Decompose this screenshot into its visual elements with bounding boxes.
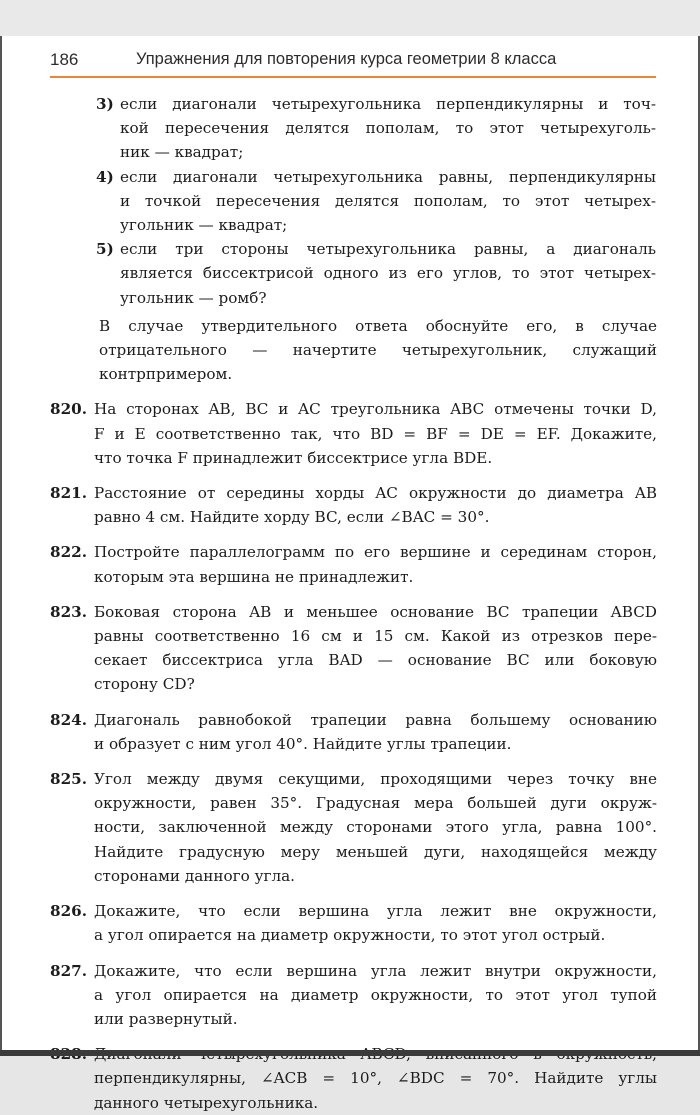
text-line: окружности, равен 35°. Градусная мера большей дуги окруж- [94,794,657,813]
book-page [0,36,700,1112]
text-line: сторону CD? [94,675,195,694]
text-line: Докажите, что если вершина угла лежит вне окружности, [94,902,657,921]
text-line: ник — квадрат; [120,143,244,162]
text-line: данного четырехугольника. [94,1093,319,1112]
list-marker: 4) [96,167,114,186]
exercise-number: 826. [50,902,87,921]
running-title: Упражнения для повторения курса геометрии 8 класса [136,50,557,68]
text-line: секает биссектриса угла BAD — основание BC или боковую [94,651,657,670]
text-line: которым эта вершина не принадлежит. [94,567,414,586]
viewer-top-bar [0,0,700,37]
exercise-827 [50,959,657,1032]
text-line: контрпримером. [99,365,233,384]
viewer-bottom-bar [0,1050,700,1056]
exercise-822 [50,540,657,588]
exercise-825 [50,767,657,888]
exercise-820 [50,397,657,470]
running-header [50,46,656,78]
exercise-number: 825. [50,770,87,789]
exercise-824 [50,708,657,756]
page-content [2,92,700,1115]
exercise-number: 820. [50,400,87,419]
text-line: если диагонали четырехугольника перпендикулярны и точ- [120,95,656,113]
text-line: что точка F принадлежит биссектрисе угла BDE. [94,448,493,467]
text-line: сторонами данного угла. [94,866,296,885]
text-line: равно 4 см. Найдите хорду BC, если ∠BAC = 30°. [94,508,490,527]
text-line: Угол между двумя секущими, проходящими через точку вне [94,770,657,789]
exercise-number: 824. [50,710,87,729]
exercise-number: 823. [50,602,87,621]
exercise-note [99,314,657,387]
text-line: если три стороны четырехугольника равны, а диагональ [120,240,656,259]
text-line: и точкой пересечения делятся пополам, то этот четырех- [120,191,656,210]
exercise-number: 821. [50,484,87,503]
text-line: Постройте параллелограмм по его вершине и серединам сторон, [94,543,657,562]
list-marker: 3) [96,95,114,113]
text-line: а угол опирается на диаметр окружности, то этот угол тупой [94,985,657,1004]
text-line: угольник — квадрат; [120,216,288,235]
text-line: В случае утвердительного ответа обоснуйте его, в случае [99,316,657,335]
text-line: Найдите градусную меру меньшей дуги, находящейся между [94,842,657,861]
text-line: а угол опирается на диаметр окружности, то этот угол острый. [94,926,606,945]
exercise-number: 822. [50,543,87,562]
exercise-823 [50,600,657,697]
text-line: Боковая сторона AB и меньшее основание BC трапеции ABCD [94,602,657,621]
exercise-826 [50,899,657,947]
text-line: Расстояние от середины хорды AC окружности до диаметра AB [94,484,657,503]
text-line: отрицательного — начертите четырехугольник, служащий [99,341,657,360]
text-line: равны соответственно 16 см и 15 см. Какой из отрезков пере- [94,627,657,646]
exercise-821 [50,481,657,529]
exercise-number: 827. [50,961,87,980]
text-line: является биссектрисой одного из его углов, то этот четырех- [120,264,656,283]
page-number: 186 [50,50,79,69]
text-line: На сторонах AB, BC и AC треугольника ABC отмечены точки D, [94,400,657,419]
list-marker: 5) [96,240,114,259]
list-item [96,165,656,238]
list-item [96,92,656,165]
text-line: угольник — ромб? [120,288,267,307]
text-line: Докажите, что если вершина угла лежит внутри окружности, [94,961,657,980]
text-line: ности, заключенной между сторонами этого угла, равна 100°. [94,818,657,837]
text-line: Диагональ равнобокой трапеции равна большему основанию [94,710,657,729]
text-line: если диагонали четырехугольника равны, перпендикулярны [120,167,656,186]
text-line: или развернутый. [94,1009,238,1028]
text-line: F и E соответственно так, что BD = BF = DE = EF. Докажите, [94,424,657,443]
text-line: перпендикулярны, ∠ACB = 10°, ∠BDC = 70°. Найдите углы [94,1069,657,1088]
text-line: и образует с ним угол 40°. Найдите углы трапеции. [94,734,512,753]
list-item [96,237,656,310]
text-line: кой пересечения делятся пополам, то этот четырехуголь- [120,119,656,138]
